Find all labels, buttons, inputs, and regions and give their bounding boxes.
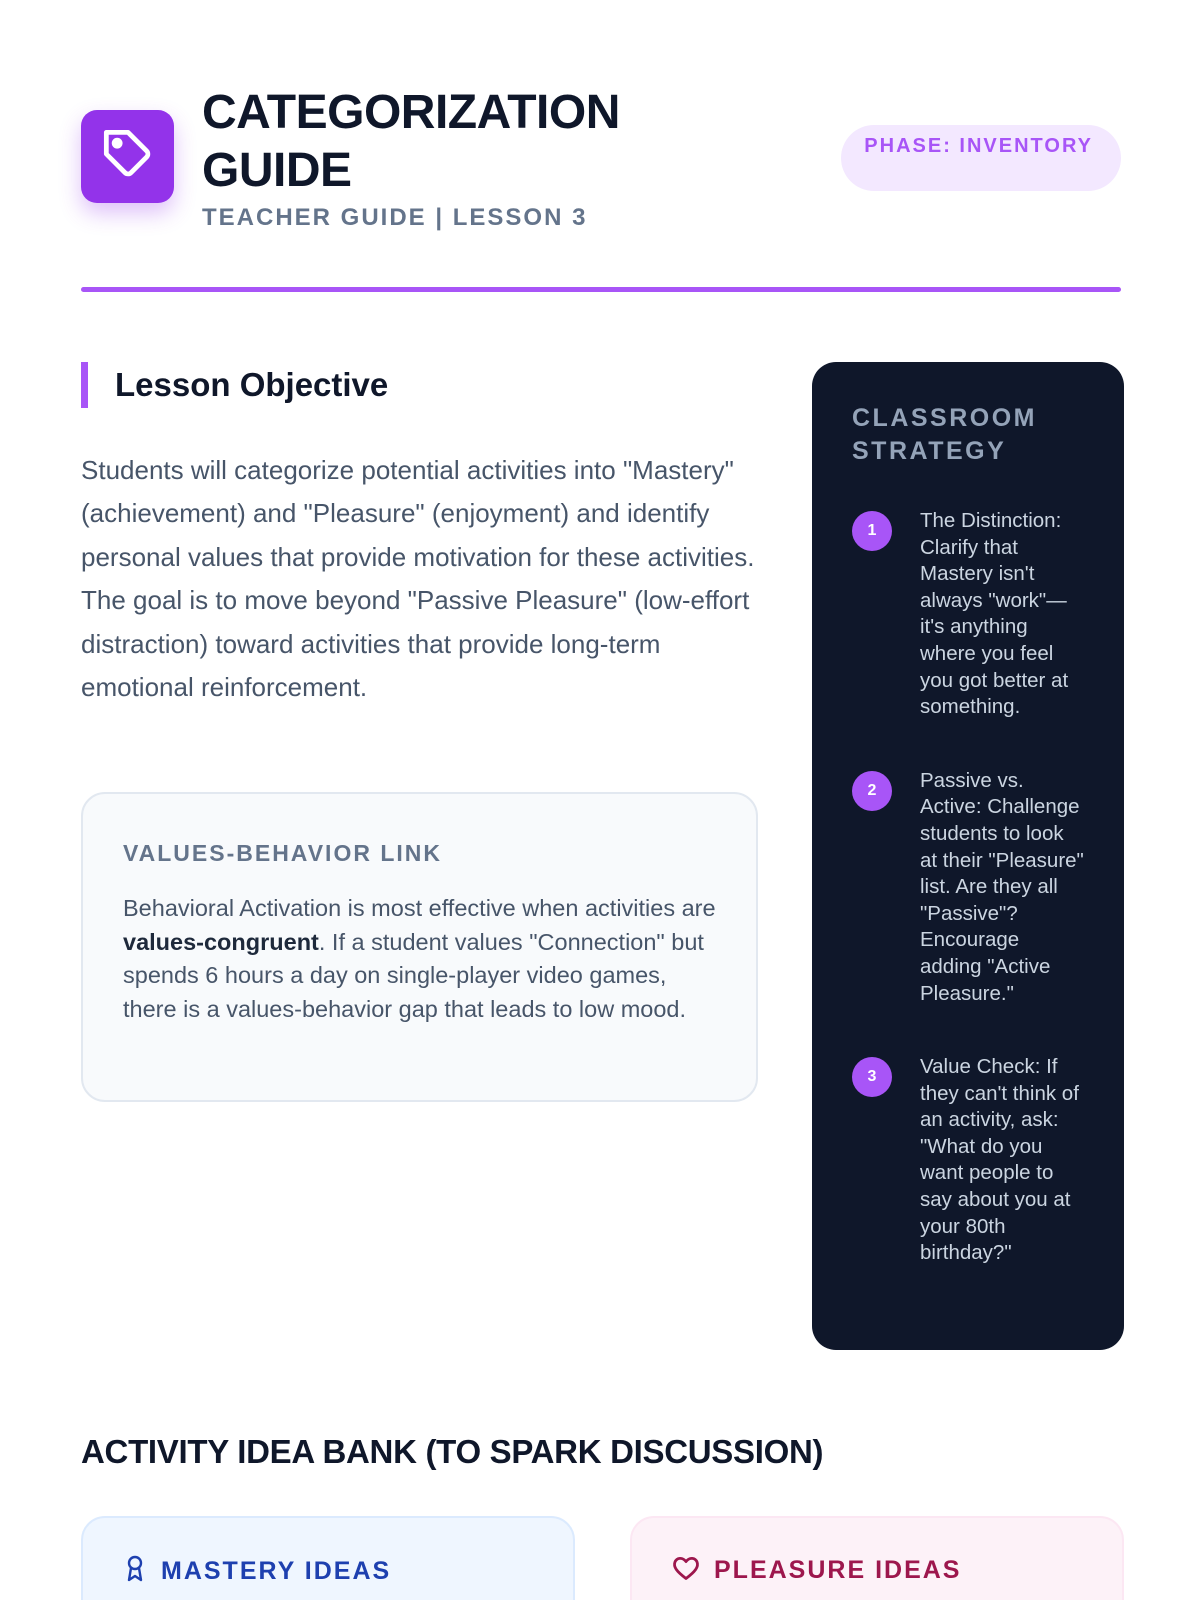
page-subtitle: TEACHER GUIDE | LESSON 3 [202, 204, 588, 231]
heart-icon [672, 1555, 700, 1586]
strategy-list [852, 508, 1086, 1267]
phase-badge: PHASE: INVENTORY [841, 125, 1121, 191]
page-header [81, 84, 1121, 234]
teacher-guide-page [81, 0, 1121, 1600]
logo-badge [81, 110, 174, 203]
strategy-item [852, 1054, 1086, 1267]
header-divider [81, 287, 1121, 292]
idea-bank-heading: ACTIVITY IDEA BANK (TO SPARK DISCUSSION) [81, 1433, 824, 1470]
mastery-ideas-card [81, 1516, 575, 1600]
objective-heading: Lesson Objective [81, 362, 388, 408]
callout-text-end: . If a student values "Connection" but spends 6 hours a day on single-player video games, there is a values-behavior gap that leads to low mood. [123, 928, 704, 1022]
strategy-item-text: Passive vs. Active: Challenge students to look at their "Pleasure" list. Are they all "Passive"? Encourage adding "Active Pleasure." [920, 768, 1084, 1005]
callout-title: VALUES-BEHAVIOR LINK [123, 840, 442, 866]
callout-text [123, 892, 716, 1026]
mastery-ideas-label: MASTERY IDEAS [161, 1556, 392, 1585]
strategy-title: CLASSROOM STRATEGY [852, 404, 1037, 465]
pleasure-ideas-label: PLEASURE IDEAS [714, 1556, 962, 1584]
strategy-item-text: Value Check: If they can't think of an activity, ask: "What do you want people to say about you at your 80th birthday?" [920, 1055, 1079, 1265]
pleasure-ideas-card [630, 1516, 1124, 1600]
strategy-item-text: The Distinction: Clarify that Mastery isn't always "work"—it's anything where you feel you got better at something. [920, 509, 1069, 719]
callout-text-start: Behavioral Activation is most effective when activities are [123, 895, 716, 921]
callout-emphasis: values-congruent [123, 928, 319, 955]
step-number-badge: 1 [852, 511, 892, 551]
tag-icon [102, 128, 154, 185]
pleasure-ideas-header [672, 1554, 1082, 1586]
award-icon [123, 1554, 147, 1587]
strategy-item [852, 508, 1086, 721]
mastery-ideas-header [123, 1554, 533, 1587]
classroom-strategy-card [812, 362, 1124, 1350]
objective-text: Students will categorize potential activities into "Mastery" (achievement) and "Pleasure" (enjoyment) and identify personal values that provide motivation for these activities. The goal is to move beyond "Passive Pleasure" (low-effort distraction) toward activities that provide long-term emotional reinforcement. [81, 455, 755, 703]
strategy-item [852, 768, 1086, 1007]
values-behavior-callout [81, 792, 758, 1102]
step-number-badge: 3 [852, 1057, 892, 1097]
page-title: CATEGORIZATION GUIDE [202, 86, 620, 197]
step-number-badge: 2 [852, 771, 892, 811]
